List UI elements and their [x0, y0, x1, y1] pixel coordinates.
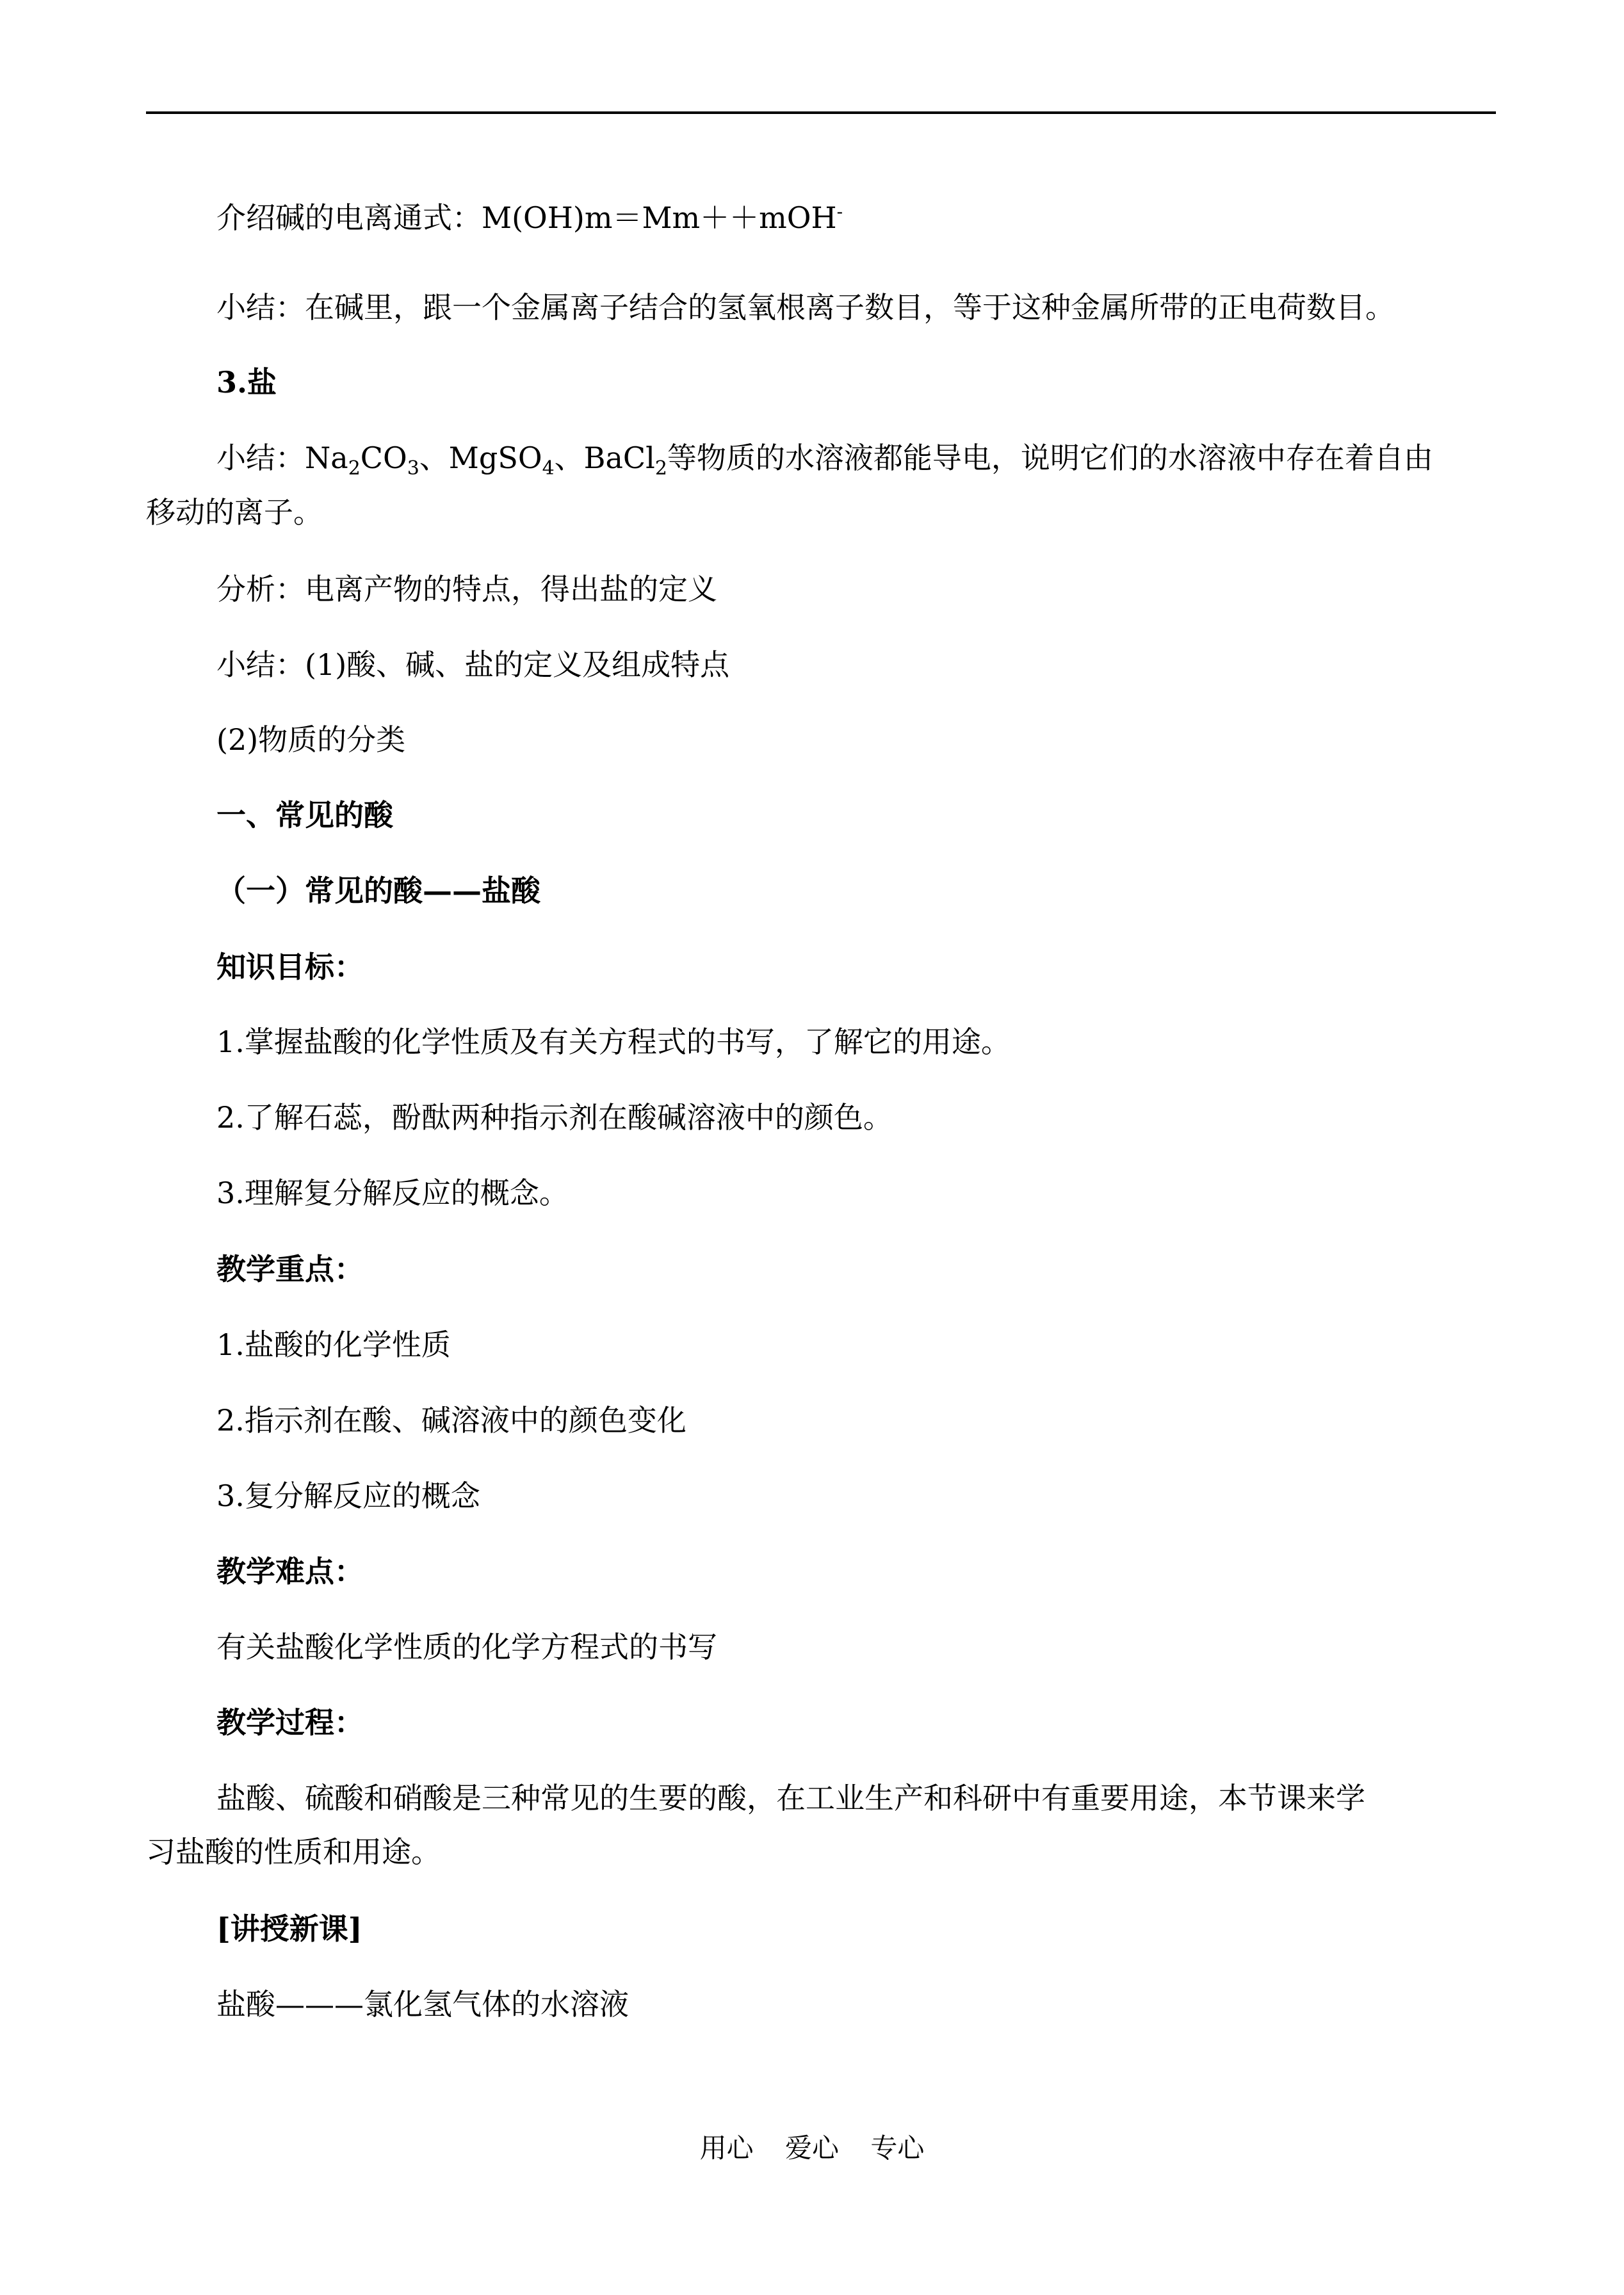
heading-teaching-process: 教学过程：	[216, 1705, 364, 1740]
header-rule	[146, 111, 1496, 114]
classification-line: (2)物质的分类	[216, 722, 406, 757]
minus-superscript: -	[836, 201, 843, 222]
goal-item-2: 2.了解石蕊，酚酞两种指示剂在酸碱溶液中的颜色。	[216, 1100, 893, 1135]
focus-item-3: 3.复分解反应的概念	[216, 1479, 480, 1513]
heading-teaching-difficulty: 教学难点：	[216, 1554, 364, 1589]
page-footer	[0, 2129, 1624, 2168]
footer-word-1: 用心	[699, 2132, 754, 2164]
focus-item-1: 1.盐酸的化学性质	[216, 1327, 451, 1362]
intro-paragraph-line-2: 习盐酸的性质和用途。	[146, 1835, 441, 1869]
heading-knowledge-goals: 知识目标：	[216, 950, 364, 984]
subsection-heading-hydrochloric-acid: （一）常见的酸——盐酸	[216, 873, 540, 908]
summary-base-line: 小结：在碱里，跟一个金属离子结合的氢氧根离子数目，等于这种金属所带的正电荷数目。	[216, 290, 1395, 325]
goal-item-1: 1.掌握盐酸的化学性质及有关方程式的书写，了解它的用途。	[216, 1025, 1011, 1059]
summary-salt-line: 小结：$Na_2CO_3$、MgSO$_4$、BaCl$_2$等物质的水溶液都能导电，说明它们的水溶液中存在着自由	[216, 441, 1433, 480]
footer-word-2: 爱心	[784, 2132, 839, 2164]
section-heading-common-acids: 一、常见的酸	[216, 798, 393, 832]
heading-teaching-focus: 教学重点：	[216, 1252, 364, 1286]
summary-definitions-line: 小结：(1)酸、碱、盐的定义及组成特点	[216, 647, 730, 682]
goal-item-3: 3.理解复分解反应的概念。	[216, 1176, 569, 1210]
focus-item-2: 2.指示剂在酸、碱溶液中的颜色变化	[216, 1403, 686, 1438]
heading-new-lesson: [讲授新课]	[216, 1911, 362, 1946]
section-heading-salt: 3.盐	[216, 365, 277, 400]
hydrochloric-acid-definition: 盐酸———氯化氢气体的水溶液	[216, 1987, 629, 2022]
difficulty-item: 有关盐酸化学性质的化学方程式的书写	[216, 1630, 717, 1664]
footer-word-3: 专心	[870, 2132, 925, 2164]
intro-paragraph-line-1: 盐酸、硫酸和硝酸是三种常见的生要的酸，在工业生产和科研中有重要用途，本节课来学	[216, 1781, 1365, 1815]
analysis-line: 分析：电离产物的特点，得出盐的定义	[216, 572, 717, 606]
summary-salt-line-continued: 移动的离子。	[146, 495, 323, 530]
ionization-formula-line: 介绍碱的电离通式：M(OH)m＝Mm＋＋mOH-	[216, 200, 843, 235]
